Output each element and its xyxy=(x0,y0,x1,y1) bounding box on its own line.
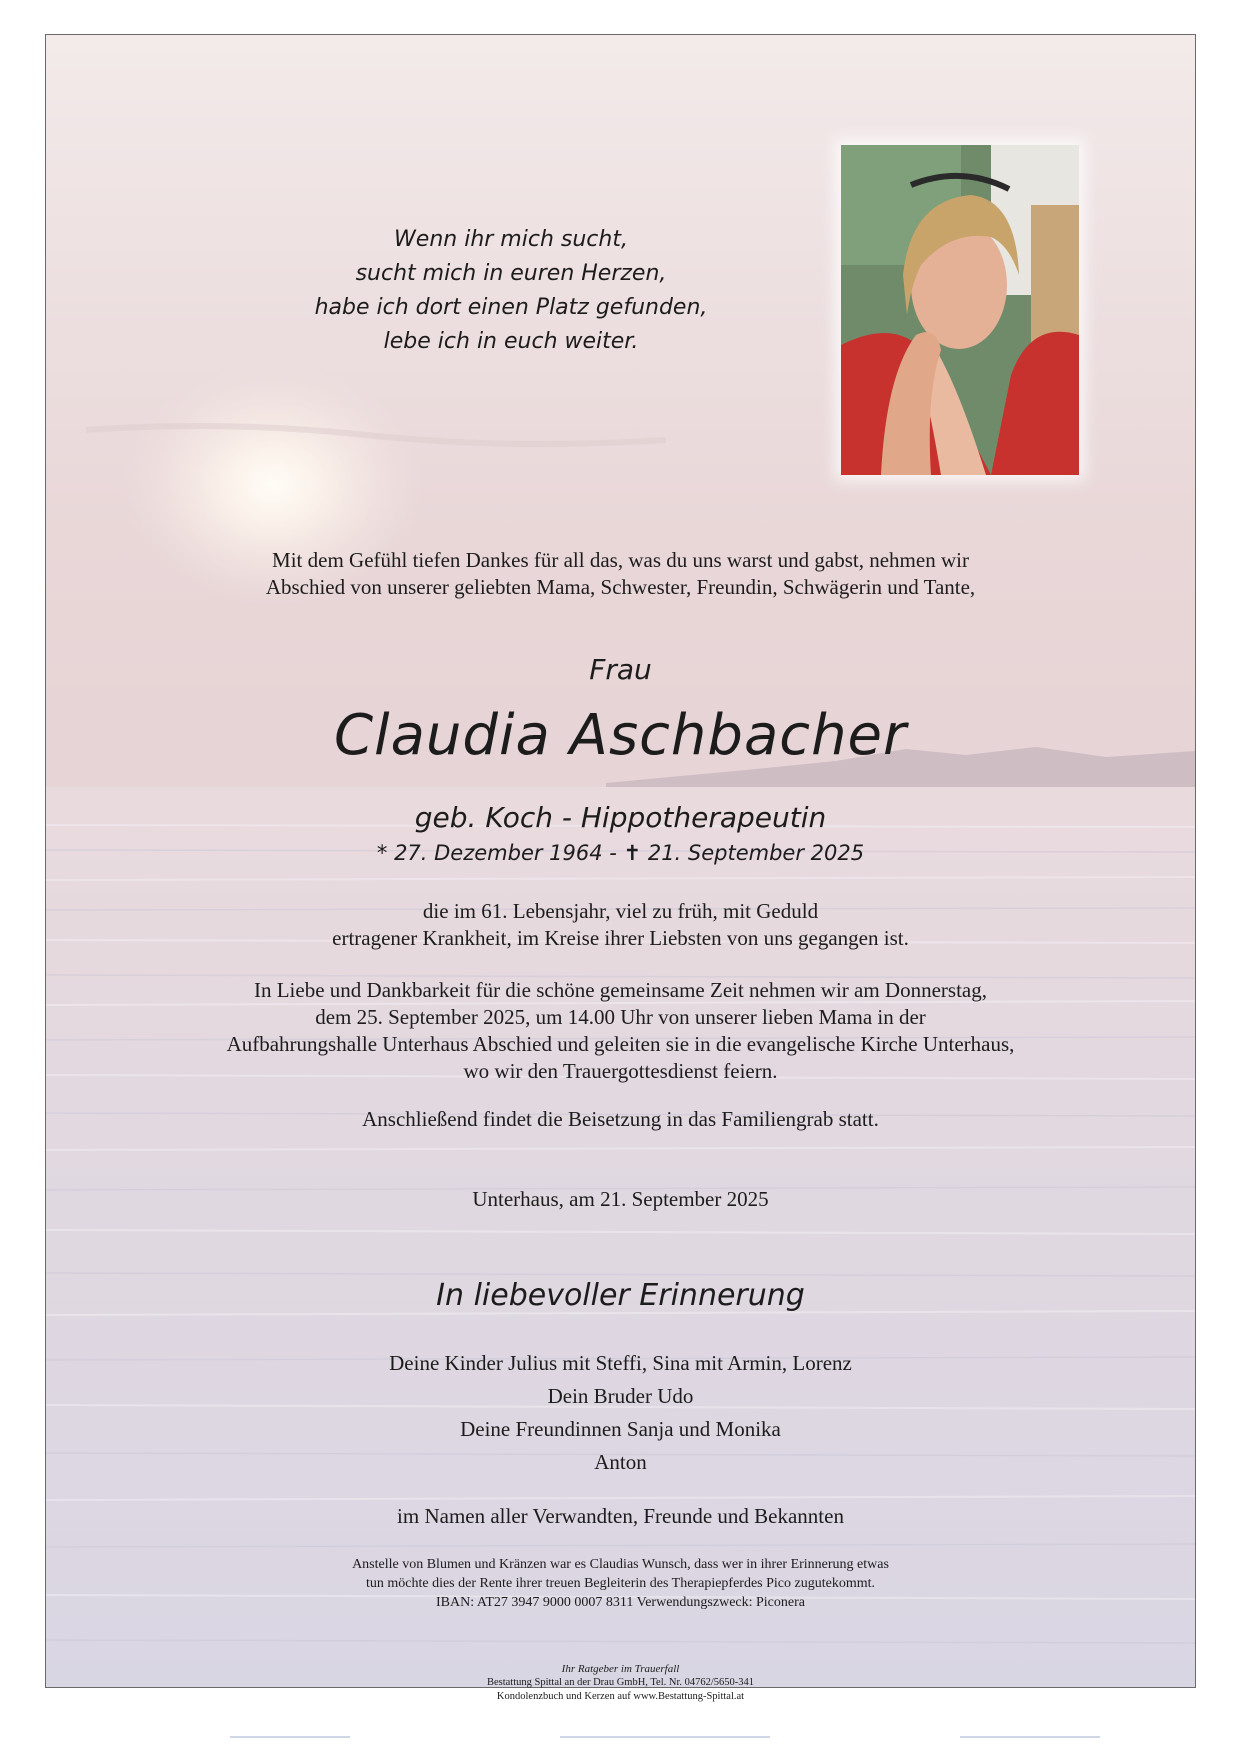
scan-artifact xyxy=(560,1736,770,1738)
note-line: Anstelle von Blumen und Kränzen war es Claudias Wunsch, dass wer in ihrer Erinnerung etwas xyxy=(352,1557,889,1572)
poem xyxy=(251,223,771,359)
mourner-line: Anton xyxy=(594,1450,647,1474)
undertaker-company: Bestattung Spittal an der Drau GmbH, Tel. Nr. 04762/5650-341 xyxy=(486,1677,755,1688)
note-line: tun möchte dies der Rente ihrer treuen Begleiterin des Therapiepferdes Pico zugutekommt. xyxy=(365,1576,876,1591)
poem-line: Wenn ihr mich sucht, xyxy=(394,227,628,252)
mourner-line: Dein Bruder Udo xyxy=(547,1384,694,1408)
undertaker-footer xyxy=(46,1662,1195,1704)
intro-line: Abschied von unserer geliebten Mama, Schwester, Freundin, Schwägerin und Tante, xyxy=(265,575,976,599)
mourner-line: Deine Kinder Julius mit Steffi, Sina mit Armin, Lorenz xyxy=(389,1351,852,1375)
mourner-line: Deine Freundinnen Sanja und Monika xyxy=(460,1417,781,1441)
note-line: IBAN: AT27 3947 9000 0007 8311 Verwendungszweck: Piconera xyxy=(435,1595,805,1610)
ceremony-line: In Liebe und Dankbarkeit für die schöne gemeinsame Zeit nehmen wir am Donnerstag, xyxy=(253,978,987,1002)
salutation: Frau xyxy=(589,653,652,686)
poem-line: habe ich dort einen Platz gefunden, xyxy=(314,295,708,320)
deceased-name: Claudia Aschbacher xyxy=(333,703,908,768)
poem-line: lebe ich in euch weiter. xyxy=(383,329,639,354)
undertaker-slogan: Ihr Ratgeber im Trauerfall xyxy=(561,1663,680,1675)
passing-text xyxy=(46,898,1195,952)
obituary-sheet xyxy=(45,34,1196,1702)
mourners-list xyxy=(46,1347,1195,1479)
ceremony-text xyxy=(46,977,1195,1085)
donation-note xyxy=(46,1555,1195,1612)
passing-line: die im 61. Lebensjahr, viel zu früh, mit Geduld xyxy=(422,899,819,923)
ceremony-line: wo wir den Trauergottesdienst feiern. xyxy=(463,1059,778,1083)
undertaker-web: Kondolenzbuch und Kerzen auf www.Bestattung-Spittal.at xyxy=(496,1691,745,1702)
portrait-photo xyxy=(841,145,1079,475)
mourners-closing: im Namen aller Verwandten, Freunde und Bekannten xyxy=(397,1504,844,1528)
place-date: Unterhaus, am 21. September 2025 xyxy=(472,1187,769,1211)
intro-text xyxy=(46,547,1195,601)
ceremony-line: dem 25. September 2025, um 14.00 Uhr von unserer lieben Mama in der xyxy=(315,1005,926,1029)
intro-line: Mit dem Gefühl tiefen Dankes für all das, was du uns warst und gabst, nehmen wir xyxy=(272,548,969,572)
ceremony-line: Aufbahrungshalle Unterhaus Abschied und geleiten sie in die evangelische Kirche Unterhaus, xyxy=(226,1032,1015,1056)
scan-artifact xyxy=(230,1736,350,1738)
burial-text: Anschließend findet die Beisetzung in das Familiengrab statt. xyxy=(362,1107,879,1131)
passing-line: ertragener Krankheit, im Kreise ihrer Liebsten von uns gegangen ist. xyxy=(332,926,909,950)
scan-artifact xyxy=(960,1736,1100,1738)
poem-line: sucht mich in euren Herzen, xyxy=(355,261,667,286)
life-dates: * 27. Dezember 1964 - ✝ 21. September 2025 xyxy=(376,841,865,865)
memory-heading: In liebevoller Erinnerung xyxy=(436,1278,805,1313)
deceased-subtitle: geb. Koch - Hippotherapeutin xyxy=(414,801,827,834)
